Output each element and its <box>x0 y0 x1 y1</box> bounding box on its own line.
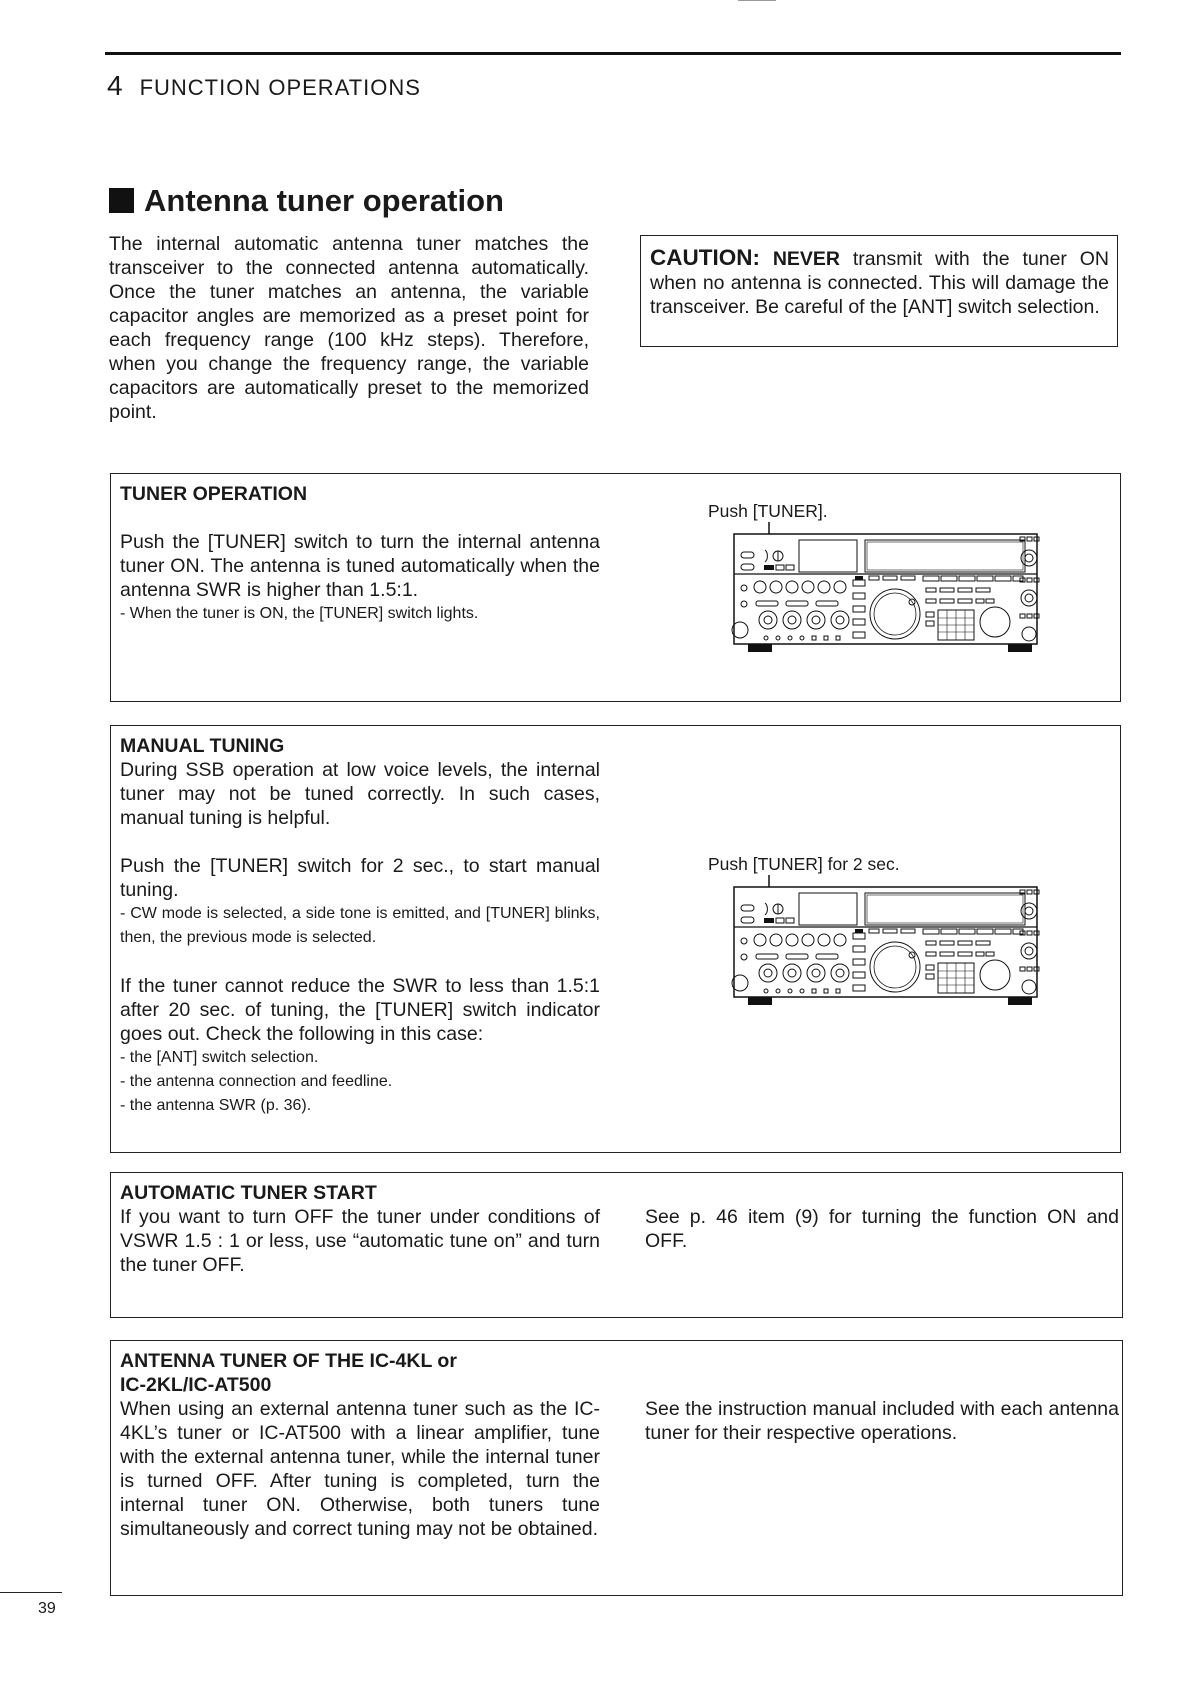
chapter-header <box>107 70 421 102</box>
section-bullet-icon <box>109 188 134 213</box>
tuner-operation-text <box>120 482 600 626</box>
section-title-text: Antenna tuner operation <box>144 183 504 218</box>
external-tuner-body: When using an external antenna tuner such as the IC-4KL’s tuner or IC-AT500 with a linear amplifier, tune with the external antenna tuner, while the internal tuner is turned OFF. After tuning is completed, turn the internal tuner ON. Otherwise, both tuners tune simultaneously and correct tuning may not be obtained. <box>120 1398 600 1540</box>
manual-tuning-text <box>120 734 600 1118</box>
manual-tuning-check: - the antenna connection and feedline. <box>120 1073 393 1090</box>
external-tuner-panel <box>110 1340 1123 1596</box>
manual-tuning-check: - the [ANT] switch selection. <box>120 1049 319 1066</box>
tuner-operation-panel <box>110 473 1121 702</box>
manual-tuning-step: Push the [TUNER] switch for 2 sec., to start manual tuning. <box>120 855 600 901</box>
manual-tuning-fail: If the tuner cannot reduce the SWR to less than 1.5:1 after 20 sec. of tuning, the [TUNER] switch indicator goes out. Check the following in this case: <box>120 975 600 1045</box>
external-tuner-text <box>120 1349 600 1541</box>
transceiver-diagram <box>726 875 1060 1015</box>
external-tuner-heading-line2: IC-2KL/IC-AT500 <box>120 1374 272 1396</box>
automatic-tuner-start-body: If you want to turn OFF the tuner under conditions of VSWR 1.5 : 1 or less, use “automatic tune on” and turn the tuner OFF. <box>120 1206 600 1276</box>
manual-tuning-step-note: - CW mode is selected, a side tone is emitted, and [TUNER] blinks, then, the previous mode is selected. <box>120 905 600 946</box>
chapter-title: FUNCTION OPERATIONS <box>139 75 421 100</box>
external-tuner-heading: ANTENNA TUNER OF THE IC-4KL or <box>120 1350 457 1372</box>
automatic-tuner-start-heading: AUTOMATIC TUNER START <box>120 1182 377 1204</box>
page-number: 39 <box>38 1600 56 1617</box>
automatic-tuner-start-text <box>120 1181 600 1277</box>
header-rule <box>105 52 1121 55</box>
intro-paragraph: The internal automatic antenna tuner matches the transceiver to the connected antenna automatically. Once the tuner matches an antenna, the variable capacitor angles are memorized as a preset point for each frequency range (100 kHz steps). Therefore, when you change the frequency range, the variable capacitors are automatically preset to the memorized point. <box>109 233 589 423</box>
tuner-operation-note: - When the tuner is ON, the [TUNER] switch lights. <box>120 605 479 622</box>
manual-tuning-panel <box>110 725 1121 1153</box>
caution-label: CAUTION: <box>650 245 760 270</box>
manual-tuning-caption: Push [TUNER] for 2 sec. <box>708 854 900 874</box>
section-title <box>109 183 504 219</box>
transceiver-diagram <box>726 522 1060 662</box>
automatic-tuner-start-side-note: See p. 46 item (9) for turning the function ON and OFF. <box>645 1206 1119 1252</box>
footer-rule <box>0 1592 62 1593</box>
tuner-operation-body: Push the [TUNER] switch to turn the internal antenna tuner ON. The antenna is tuned automatically when the antenna SWR is higher than 1.5:1. <box>120 531 600 601</box>
manual-tuning-heading: MANUAL TUNING <box>120 735 285 757</box>
tuner-operation-heading: TUNER OPERATION <box>120 483 308 505</box>
external-tuner-side <box>645 1397 1119 1445</box>
automatic-tuner-start-panel <box>110 1172 1123 1318</box>
caution-box <box>640 235 1118 347</box>
caution-emphasis: NEVER <box>772 248 841 270</box>
external-tuner-side-note: See the instruction manual included with each antenna tuner for their respective operations. <box>645 1398 1119 1444</box>
manual-tuning-intro: During SSB operation at low voice levels, the internal tuner may not be tuned correctly. In such cases, manual tuning is helpful. <box>120 759 600 829</box>
chapter-number: 4 <box>107 70 124 101</box>
top-edge-mark <box>738 0 776 1</box>
manual-tuning-check: - the antenna SWR (p. 36). <box>120 1097 312 1114</box>
tuner-operation-caption: Push [TUNER]. <box>708 501 828 521</box>
caution-text: transmit with the tuner ON when no antenna is connected. This will damage the transceiver. Be careful of the [ANT] switch selection. <box>650 248 1110 318</box>
automatic-tuner-start-side <box>645 1205 1119 1253</box>
